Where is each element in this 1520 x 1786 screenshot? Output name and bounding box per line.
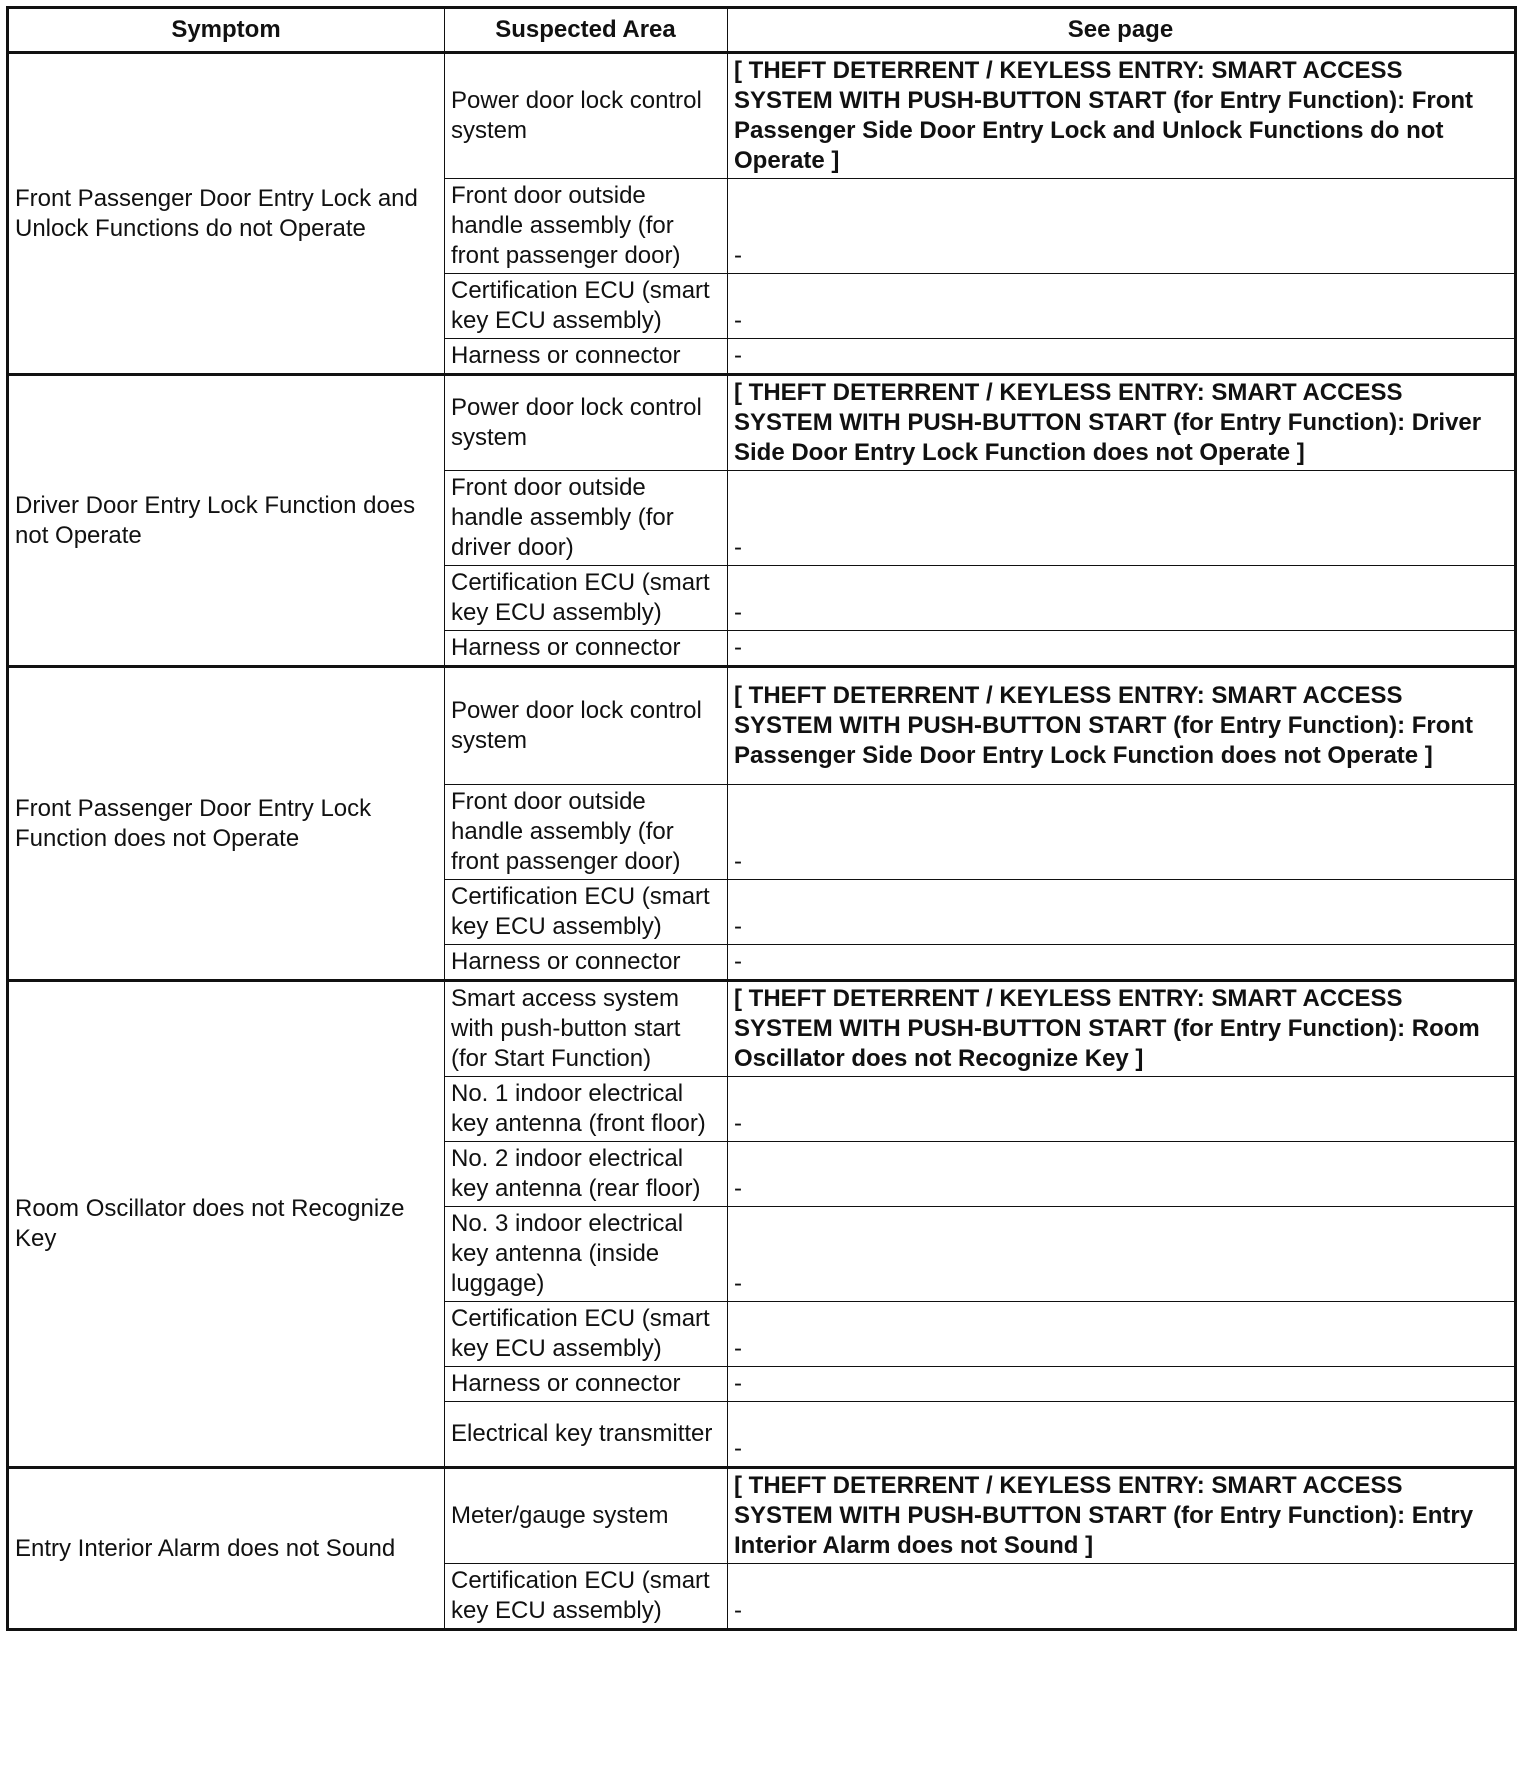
suspected-area-cell: Power door lock control system (445, 375, 728, 471)
see-page-dash: - (728, 880, 1516, 945)
suspected-area-cell: Front door outside handle assembly (for front passenger door) (445, 179, 728, 274)
suspected-area-cell: Certification ECU (smart key ECU assembly) (445, 1302, 728, 1367)
see-page-reference[interactable]: [ THEFT DETERRENT / KEYLESS ENTRY: SMART ACCESS SYSTEM WITH PUSH-BUTTON START (for Entry Function): Driver Side Door Entry Lock Function does not Operate ] (728, 375, 1516, 471)
symptom-cell: Entry Interior Alarm does not Sound (8, 1468, 445, 1630)
header-symptom: Symptom (8, 8, 445, 53)
see-page-dash: - (728, 1302, 1516, 1367)
symptom-table (6, 6, 1517, 1631)
symptom-cell: Room Oscillator does not Recognize Key (8, 981, 445, 1468)
see-page-reference[interactable]: [ THEFT DETERRENT / KEYLESS ENTRY: SMART ACCESS SYSTEM WITH PUSH-BUTTON START (for Entry Function): Front Passenger Side Door Entry Lock Function does not Operate ] (728, 667, 1516, 785)
suspected-area-cell: Certification ECU (smart key ECU assembly) (445, 274, 728, 339)
header-see-page: See page (728, 8, 1516, 53)
see-page-dash: - (728, 785, 1516, 880)
table-row (8, 53, 1516, 179)
header-row (8, 8, 1516, 53)
see-page-dash: - (728, 1077, 1516, 1142)
see-page-dash: - (728, 1402, 1516, 1468)
see-page-dash: - (728, 1367, 1516, 1402)
suspected-area-cell: Power door lock control system (445, 53, 728, 179)
symptom-cell: Front Passenger Door Entry Lock and Unlock Functions do not Operate (8, 53, 445, 375)
suspected-area-cell: Harness or connector (445, 339, 728, 375)
see-page-dash: - (728, 274, 1516, 339)
suspected-area-cell: No. 1 indoor electrical key antenna (front floor) (445, 1077, 728, 1142)
header-suspected-area: Suspected Area (445, 8, 728, 53)
see-page-dash: - (728, 566, 1516, 631)
suspected-area-cell: Front door outside handle assembly (for driver door) (445, 471, 728, 566)
see-page-reference[interactable]: [ THEFT DETERRENT / KEYLESS ENTRY: SMART ACCESS SYSTEM WITH PUSH-BUTTON START (for Entry Function): Entry Interior Alarm does not Sound ] (728, 1468, 1516, 1564)
see-page-dash: - (728, 179, 1516, 274)
suspected-area-cell: Electrical key transmitter (445, 1402, 728, 1468)
see-page-dash: - (728, 471, 1516, 566)
table-row (8, 1468, 1516, 1564)
see-page-dash: - (728, 945, 1516, 981)
suspected-area-cell: Certification ECU (smart key ECU assembly) (445, 1564, 728, 1630)
table-row (8, 667, 1516, 785)
see-page-dash: - (728, 339, 1516, 375)
suspected-area-cell: Smart access system with push-button start (for Start Function) (445, 981, 728, 1077)
suspected-area-cell: Certification ECU (smart key ECU assembly) (445, 566, 728, 631)
suspected-area-cell: Power door lock control system (445, 667, 728, 785)
table-row (8, 375, 1516, 471)
table-row (8, 981, 1516, 1077)
symptom-cell: Front Passenger Door Entry Lock Function does not Operate (8, 667, 445, 981)
see-page-dash: - (728, 1142, 1516, 1207)
suspected-area-cell: Meter/gauge system (445, 1468, 728, 1564)
see-page-dash: - (728, 631, 1516, 667)
suspected-area-cell: Certification ECU (smart key ECU assembly) (445, 880, 728, 945)
see-page-reference[interactable]: [ THEFT DETERRENT / KEYLESS ENTRY: SMART ACCESS SYSTEM WITH PUSH-BUTTON START (for Entry Function): Front Passenger Side Door Entry Lock and Unlock Functions do not Operate ] (728, 53, 1516, 179)
see-page-reference[interactable]: [ THEFT DETERRENT / KEYLESS ENTRY: SMART ACCESS SYSTEM WITH PUSH-BUTTON START (for Entry Function): Room Oscillator does not Recognize Key ] (728, 981, 1516, 1077)
suspected-area-cell: No. 2 indoor electrical key antenna (rear floor) (445, 1142, 728, 1207)
suspected-area-cell: Harness or connector (445, 631, 728, 667)
see-page-dash: - (728, 1207, 1516, 1302)
see-page-dash: - (728, 1564, 1516, 1630)
symptom-cell: Driver Door Entry Lock Function does not Operate (8, 375, 445, 667)
suspected-area-cell: Front door outside handle assembly (for front passenger door) (445, 785, 728, 880)
suspected-area-cell: Harness or connector (445, 945, 728, 981)
suspected-area-cell: Harness or connector (445, 1367, 728, 1402)
suspected-area-cell: No. 3 indoor electrical key antenna (inside luggage) (445, 1207, 728, 1302)
